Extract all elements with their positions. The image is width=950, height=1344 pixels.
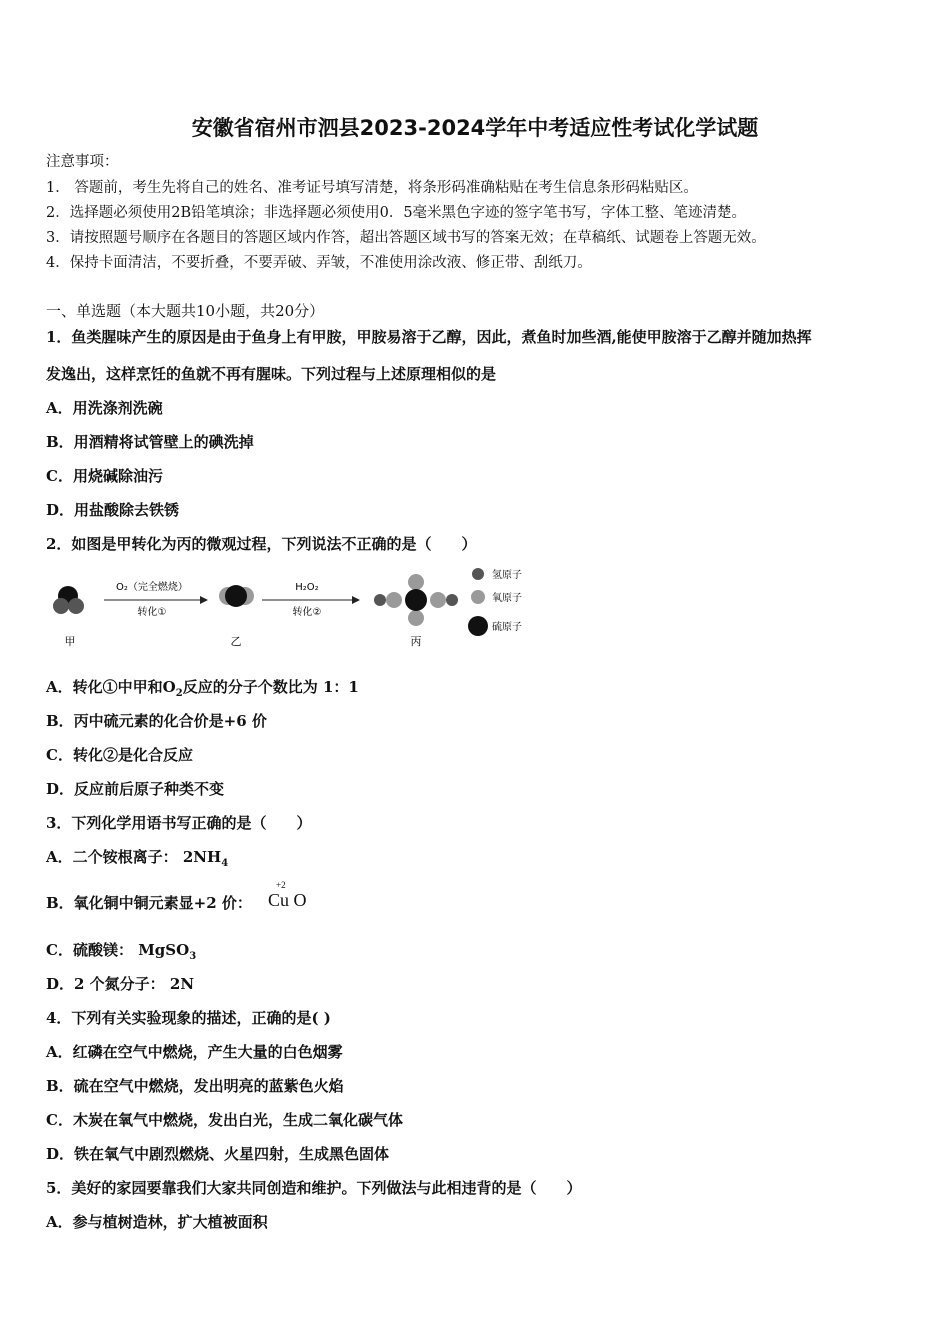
q2-option-b: B．丙中硫元素的化合价是+6 价 [46,712,267,730]
label-yi: 乙 [230,635,242,648]
note-item: 3．请按照题号顺序在各题目的答题区域内作答，超出答题区域书写的答案无效；在草稿纸、试题卷上答题无效。 [46,230,766,246]
arrow1-bottom-label: 转化① [137,607,167,618]
q4-option-d: D．铁在氧气中剧烈燃烧、火星四射，生成黑色固体 [46,1145,390,1163]
sulfur-atom [225,585,247,607]
label-bing: 丙 [410,635,422,648]
q1-option-d: D．用盐酸除去铁锈 [46,501,180,519]
q4-stem: 4．下列有关实验现象的描述，正确的是( ) [46,1009,331,1027]
notes-heading: 注意事项： [46,154,119,170]
cuo-formula: Cu O [268,890,307,910]
legend-sulfur-swatch [468,616,488,636]
label-jia: 甲 [64,635,76,648]
valence-sup: +2 [276,880,286,890]
legend-oxygen-label: 氧原子 [492,593,522,604]
q5-stem: 5．美好的家园要靠我们大家共同创造和维护。下列做法与此相违背的是（ ） [46,1179,582,1197]
oxygen-atom [408,610,424,626]
q2-molecule-figure [40,566,560,656]
section-heading: 一、单选题（本大题共10小题，共20分） [46,302,325,320]
oxygen-atom [386,592,402,608]
q1-stem-line2: 发逸出，这样烹饪的鱼就不再有腥味。下列过程与上述原理相似的是 [46,365,497,383]
q3-option-d: D．2 个氮分子： 2N [46,975,195,993]
q3-stem: 3．下列化学用语书写正确的是（ ） [46,814,312,832]
q5-option-a: A．参与植树造林，扩大植被面积 [46,1213,268,1231]
q3-option-a: A．二个铵根离子： $2NH_4$ [46,848,229,869]
q3-option-b: B．氧化铜中铜元素显+2 价： [46,894,252,912]
legend-hydrogen-swatch [472,568,484,580]
q2-option-d: D．反应前后原子种类不变 [46,780,225,798]
sulfur-atom [405,589,427,611]
q2-option-a: A．转化①中甲和$O_2$反应的分子个数比为 1：1 [46,678,359,699]
q1-stem-line1: 1．鱼类腥味产生的原因是由于鱼身上有甲胺，甲胺易溶于乙醇，因此，煮鱼时加些酒,能使甲胺溶于乙醇并随加热挥 [46,328,812,346]
q2-stem: 2．如图是甲转化为丙的微观过程，下列说法不正确的是（ ） [46,535,477,553]
hydrogen-atom [446,594,458,606]
arrow2-bottom-label: 转化② [292,607,322,618]
hydrogen-atom [53,598,69,614]
arrow2-top-label: H₂O₂ [295,582,319,593]
q1-option-c: C．用烧碱除油污 [46,467,163,485]
q4-option-b: B．硫在空气中燃烧，发出明亮的蓝紫色火焰 [46,1077,344,1095]
q4-option-c: C．木炭在氧气中燃烧，发出白光，生成二氧化碳气体 [46,1111,403,1129]
note-item: 4．保持卡面清洁，不要折叠，不要弄破、弄皱，不准使用涂改液、修正带、刮纸刀。 [46,255,592,271]
q1-option-b: B．用酒精将试管壁上的碘洗掉 [46,433,254,451]
oxygen-atom [430,592,446,608]
note-item: 2．选择题必须使用2B铅笔填涂；非选择题必须使用0．5毫米黑色字迹的签字笔书写，字体工整、笔迹清楚。 [46,205,747,221]
oxygen-atom [408,574,424,590]
legend-sulfur-label: 硫原子 [492,622,522,633]
legend-oxygen-swatch [471,590,485,604]
q3-option-c: C．硫酸镁： MgSO$_3$ [46,941,197,962]
arrow1-head [200,596,208,604]
legend-hydrogen-label: 氢原子 [492,570,522,581]
q2-option-c: C．转化②是化合反应 [46,746,193,764]
q4-option-a: A．红磷在空气中燃烧，产生大量的白色烟雾 [46,1043,343,1061]
hydrogen-atom [68,598,84,614]
q1-option-a: A．用洗涤剂洗碗 [46,399,163,417]
hydrogen-atom [374,594,386,606]
page-title: 安徽省宿州市泗县2023-2024学年中考适应性考试化学试题 [191,116,759,140]
arrow1-top-label: O₂（完全燃烧） [116,582,188,593]
arrow2-head [352,596,360,604]
note-item: 1． 答题前，考生先将自己的姓名、准考证号填写清楚，将条形码准确粘贴在考生信息条形码粘贴区。 [46,180,698,196]
